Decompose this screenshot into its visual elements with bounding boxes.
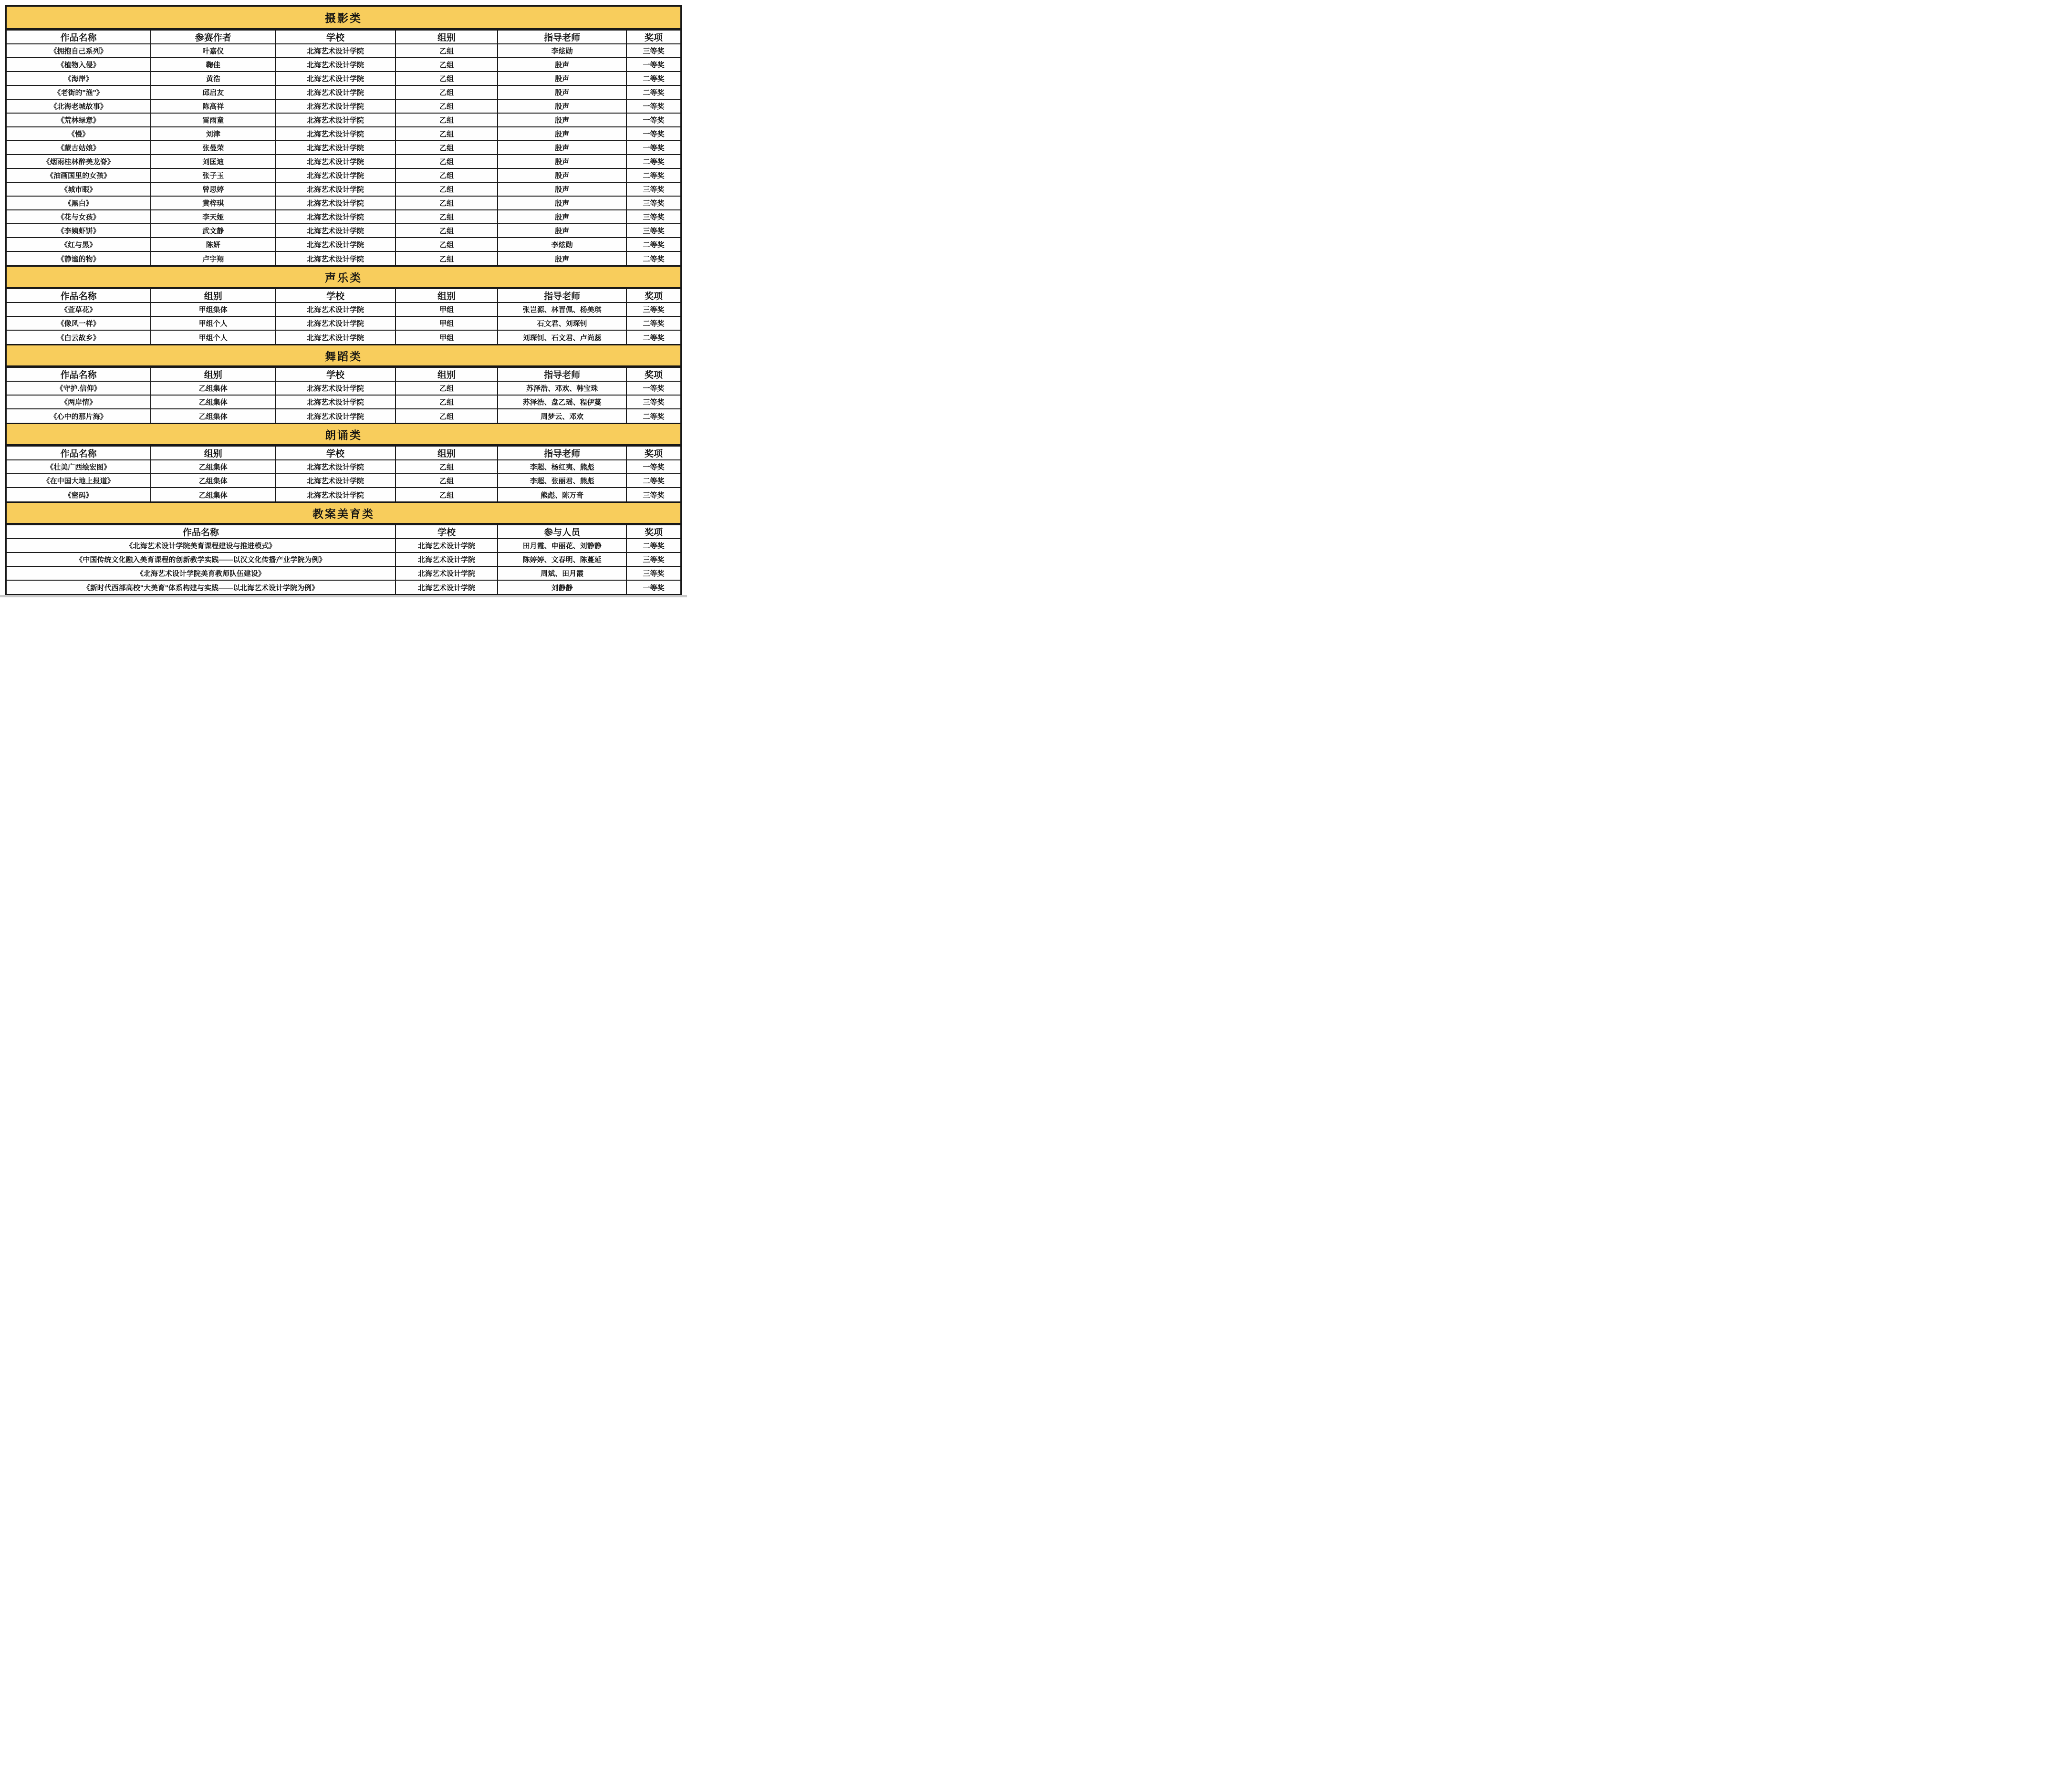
- cell: 北海艺术设计学院: [275, 99, 395, 113]
- section-table: [7, 524, 680, 594]
- cell: 殷声: [498, 168, 626, 182]
- column-header: 组别: [396, 446, 498, 460]
- cell: 乙组: [396, 460, 498, 474]
- cell: 甲组: [396, 330, 498, 344]
- cell: 殷声: [498, 224, 626, 238]
- cell: 北海艺术设计学院: [275, 210, 395, 224]
- cell: 殷声: [498, 85, 626, 99]
- section-band-title: 教案美育类: [7, 501, 680, 524]
- cell: 雷雨童: [151, 113, 275, 127]
- table-row: [7, 210, 680, 224]
- cell: 李炫勋: [498, 44, 626, 58]
- cell: 《在中国大地上报道》: [7, 474, 151, 488]
- cell: 甲组个人: [151, 330, 275, 344]
- header-row: [7, 446, 680, 460]
- cell: 邱启友: [151, 85, 275, 99]
- column-header: 作品名称: [7, 446, 151, 460]
- section-table: [7, 367, 680, 423]
- cell: 石文君、刘琛钊: [498, 316, 626, 330]
- cell: 甲组: [396, 316, 498, 330]
- cell: 《植物入侵》: [7, 58, 151, 72]
- cell: 乙组集体: [151, 395, 275, 409]
- cell: 二等奖: [626, 168, 680, 182]
- table-row: [7, 224, 680, 238]
- cell: 陈妍: [151, 238, 275, 251]
- column-header: 作品名称: [7, 289, 151, 302]
- cell: 黄梓琪: [151, 196, 275, 210]
- cell: 二等奖: [626, 155, 680, 168]
- cell: 乙组: [396, 127, 498, 141]
- table-row: [7, 58, 680, 72]
- cell: 殷声: [498, 210, 626, 224]
- cell: 乙组: [396, 113, 498, 127]
- column-header: 作品名称: [7, 525, 396, 539]
- cell: 殷声: [498, 251, 626, 265]
- table-row: [7, 141, 680, 155]
- section: [7, 501, 680, 594]
- column-header: 组别: [396, 30, 498, 44]
- column-header: 指导老师: [498, 446, 626, 460]
- cell: 三等奖: [626, 196, 680, 210]
- table-row: [7, 552, 680, 566]
- cell: 北海艺术设计学院: [275, 44, 395, 58]
- header-row: [7, 30, 680, 44]
- cell: 一等奖: [626, 580, 680, 594]
- cell: 曾思婷: [151, 182, 275, 196]
- cell: 武文静: [151, 224, 275, 238]
- cell: 《心中的那片海》: [7, 409, 151, 423]
- cell: 《萱草花》: [7, 302, 151, 316]
- section-band-title: 声乐类: [7, 265, 680, 288]
- cell: 北海艺术设计学院: [275, 474, 395, 488]
- column-header: 指导老师: [498, 289, 626, 302]
- cell: 北海艺术设计学院: [275, 460, 395, 474]
- cell: 《慢》: [7, 127, 151, 141]
- section: [7, 265, 680, 344]
- cell: 三等奖: [626, 552, 680, 566]
- cell: 《密码》: [7, 488, 151, 501]
- cell: 三等奖: [626, 224, 680, 238]
- column-header: 组别: [396, 367, 498, 381]
- cell: 刘津: [151, 127, 275, 141]
- cell: 乙组: [396, 58, 498, 72]
- cell: 乙组: [396, 44, 498, 58]
- cell: 北海艺术设计学院: [275, 72, 395, 85]
- cell: 北海艺术设计学院: [275, 488, 395, 501]
- column-header: 学校: [275, 367, 395, 381]
- table-row: [7, 99, 680, 113]
- cell: 殷声: [498, 141, 626, 155]
- cell: 二等奖: [626, 330, 680, 344]
- cell: 乙组: [396, 196, 498, 210]
- cell: 乙组: [396, 168, 498, 182]
- cell: 田月霞、申丽花、刘静静: [498, 539, 626, 552]
- cell: 北海艺术设计学院: [275, 113, 395, 127]
- column-header: 组别: [396, 289, 498, 302]
- table-row: [7, 168, 680, 182]
- cell: 《蒙古姑娘》: [7, 141, 151, 155]
- cell: 周梦云、邓欢: [498, 409, 626, 423]
- section: [7, 344, 680, 423]
- cell: 北海艺术设计学院: [275, 141, 395, 155]
- cell: 三等奖: [626, 302, 680, 316]
- column-header: 指导老师: [498, 367, 626, 381]
- cell: 甲组: [396, 302, 498, 316]
- cell: 二等奖: [626, 409, 680, 423]
- bottom-gray-strip: [0, 595, 687, 597]
- cell: 苏泽浩、邓欢、韩宝珠: [498, 381, 626, 395]
- cell: 甲组个人: [151, 316, 275, 330]
- table-row: [7, 72, 680, 85]
- cell: 三等奖: [626, 182, 680, 196]
- cell: 一等奖: [626, 58, 680, 72]
- cell: 北海艺术设计学院: [396, 580, 498, 594]
- cell: 一等奖: [626, 141, 680, 155]
- cell: 殷声: [498, 58, 626, 72]
- cell: 刘匡迪: [151, 155, 275, 168]
- cell: 北海艺术设计学院: [275, 302, 395, 316]
- cell: 张子玉: [151, 168, 275, 182]
- cell: 《北海艺术设计学院美育课程建设与推进模式》: [7, 539, 396, 552]
- cell: 二等奖: [626, 251, 680, 265]
- cell: 《城市眼》: [7, 182, 151, 196]
- column-header: 组别: [151, 289, 275, 302]
- table-row: [7, 539, 680, 552]
- cell: 二等奖: [626, 72, 680, 85]
- cell: 《静谧的物》: [7, 251, 151, 265]
- cell: 乙组: [396, 474, 498, 488]
- cell: 苏泽浩、盘乙瑶、程伊蔓: [498, 395, 626, 409]
- cell: 黄浩: [151, 72, 275, 85]
- cell: 殷声: [498, 155, 626, 168]
- cell: 北海艺术设计学院: [275, 316, 395, 330]
- cell: 北海艺术设计学院: [396, 566, 498, 580]
- column-header: 奖项: [626, 289, 680, 302]
- cell: 北海艺术设计学院: [275, 409, 395, 423]
- table-row: [7, 196, 680, 210]
- cell: 乙组: [396, 72, 498, 85]
- cell: 北海艺术设计学院: [275, 182, 395, 196]
- cell: 李天娅: [151, 210, 275, 224]
- cell: 三等奖: [626, 566, 680, 580]
- cell: 《北海老城故事》: [7, 99, 151, 113]
- column-header: 参赛作者: [151, 30, 275, 44]
- cell: 北海艺术设计学院: [396, 539, 498, 552]
- cell: 一等奖: [626, 99, 680, 113]
- cell: 乙组: [396, 224, 498, 238]
- cell: 一等奖: [626, 381, 680, 395]
- cell: 一等奖: [626, 460, 680, 474]
- cell: 乙组: [396, 251, 498, 265]
- column-header: 奖项: [626, 525, 680, 539]
- table-row: [7, 316, 680, 330]
- table-row: [7, 302, 680, 316]
- cell: 乙组: [396, 409, 498, 423]
- table-row: [7, 85, 680, 99]
- column-header: 作品名称: [7, 30, 151, 44]
- cell: 李超、杨红夷、熊彪: [498, 460, 626, 474]
- header-row: [7, 367, 680, 381]
- table-row: [7, 44, 680, 58]
- cell: 叶嘉仪: [151, 44, 275, 58]
- cell: 《烟雨桂林醉美龙脊》: [7, 155, 151, 168]
- cell: 张岂源、林晋佩、杨美琪: [498, 302, 626, 316]
- column-header: 学校: [275, 289, 395, 302]
- table-row: [7, 127, 680, 141]
- cell: 《北海艺术设计学院美育教师队伍建设》: [7, 566, 396, 580]
- cell: 三等奖: [626, 44, 680, 58]
- cell: 乙组: [396, 381, 498, 395]
- cell: 三等奖: [626, 395, 680, 409]
- cell: 北海艺术设计学院: [275, 58, 395, 72]
- cell: 一等奖: [626, 127, 680, 141]
- cell: 北海艺术设计学院: [275, 224, 395, 238]
- column-header: 指导老师: [498, 30, 626, 44]
- header-row: [7, 289, 680, 302]
- cell: 北海艺术设计学院: [275, 251, 395, 265]
- cell: 二等奖: [626, 539, 680, 552]
- cell: 《老街的"渔"》: [7, 85, 151, 99]
- cell: 李炫勋: [498, 238, 626, 251]
- table-row: [7, 330, 680, 344]
- cell: 《两岸情》: [7, 395, 151, 409]
- cell: 乙组: [396, 141, 498, 155]
- cell: 北海艺术设计学院: [275, 330, 395, 344]
- cell: 卢宇翔: [151, 251, 275, 265]
- table-row: [7, 580, 680, 594]
- section-band-title: 朗诵类: [7, 423, 680, 446]
- cell: 北海艺术设计学院: [275, 168, 395, 182]
- cell: 乙组: [396, 238, 498, 251]
- section-table: [7, 30, 680, 265]
- table-row: [7, 113, 680, 127]
- cell: 《红与黑》: [7, 238, 151, 251]
- cell: 二等奖: [626, 85, 680, 99]
- cell: 北海艺术设计学院: [275, 85, 395, 99]
- section-table: [7, 446, 680, 501]
- cell: 殷声: [498, 127, 626, 141]
- cell: 《新时代西部高校"大美育"体系构建与实践——以北海艺术设计学院为例》: [7, 580, 396, 594]
- cell: 二等奖: [626, 474, 680, 488]
- cell: 乙组集体: [151, 474, 275, 488]
- cell: 北海艺术设计学院: [396, 552, 498, 566]
- cell: 北海艺术设计学院: [275, 395, 395, 409]
- cell: 《李姨虾饼》: [7, 224, 151, 238]
- cell: 《白云故乡》: [7, 330, 151, 344]
- column-header: 奖项: [626, 446, 680, 460]
- cell: 乙组: [396, 155, 498, 168]
- cell: 乙组: [396, 85, 498, 99]
- column-header: 奖项: [626, 367, 680, 381]
- section: [7, 7, 680, 265]
- column-header: 组别: [151, 446, 275, 460]
- cell: 三等奖: [626, 488, 680, 501]
- cell: 甲组集体: [151, 302, 275, 316]
- cell: 乙组: [396, 395, 498, 409]
- cell: 《守护.信仰》: [7, 381, 151, 395]
- cell: 殷声: [498, 113, 626, 127]
- section-band-title: 摄影类: [7, 7, 680, 30]
- cell: 殷声: [498, 99, 626, 113]
- column-header: 学校: [396, 525, 498, 539]
- column-header: 奖项: [626, 30, 680, 44]
- cell: 殷声: [498, 196, 626, 210]
- cell: 张曼荣: [151, 141, 275, 155]
- cell: 《油画国里的女孩》: [7, 168, 151, 182]
- cell: 北海艺术设计学院: [275, 196, 395, 210]
- column-header: 组别: [151, 367, 275, 381]
- column-header: 学校: [275, 30, 395, 44]
- cell: 北海艺术设计学院: [275, 238, 395, 251]
- cell: 《荒林绿意》: [7, 113, 151, 127]
- cell: 乙组集体: [151, 460, 275, 474]
- cell: 《拥抱自己系列》: [7, 44, 151, 58]
- cell: 《海岸》: [7, 72, 151, 85]
- table-row: [7, 409, 680, 423]
- cell: 北海艺术设计学院: [275, 127, 395, 141]
- cell: 殷声: [498, 182, 626, 196]
- awards-table: [5, 5, 682, 596]
- cell: 李超、张丽君、熊彪: [498, 474, 626, 488]
- cell: 刘静静: [498, 580, 626, 594]
- cell: 《花与女孩》: [7, 210, 151, 224]
- column-header: 学校: [275, 446, 395, 460]
- cell: 陈高祥: [151, 99, 275, 113]
- column-header: 参与人员: [498, 525, 626, 539]
- cell: 熊彪、陈万奇: [498, 488, 626, 501]
- table-row: [7, 182, 680, 196]
- cell: 乙组: [396, 488, 498, 501]
- cell: 陈婷婷、文春明、陈蔓延: [498, 552, 626, 566]
- column-header: 作品名称: [7, 367, 151, 381]
- cell: 鞠佳: [151, 58, 275, 72]
- cell: 《中国传统文化融入美育课程的创新教学实践——以汉文化传播产业学院为例》: [7, 552, 396, 566]
- cell: 乙组集体: [151, 381, 275, 395]
- cell: 殷声: [498, 72, 626, 85]
- cell: 乙组集体: [151, 488, 275, 501]
- cell: 北海艺术设计学院: [275, 155, 395, 168]
- table-row: [7, 488, 680, 501]
- table-row: [7, 238, 680, 251]
- table-row: [7, 251, 680, 265]
- cell: 三等奖: [626, 210, 680, 224]
- cell: 乙组: [396, 182, 498, 196]
- cell: 乙组集体: [151, 409, 275, 423]
- table-row: [7, 566, 680, 580]
- table-row: [7, 395, 680, 409]
- cell: 《黑白》: [7, 196, 151, 210]
- cell: 二等奖: [626, 238, 680, 251]
- cell: 乙组: [396, 99, 498, 113]
- table-row: [7, 474, 680, 488]
- table-row: [7, 381, 680, 395]
- cell: 北海艺术设计学院: [275, 381, 395, 395]
- cell: 二等奖: [626, 316, 680, 330]
- table-row: [7, 155, 680, 168]
- cell: 周斌、田月霞: [498, 566, 626, 580]
- cell: 《壮美广西绘宏图》: [7, 460, 151, 474]
- cell: 刘琛钊、石文君、卢尚蕊: [498, 330, 626, 344]
- table-row: [7, 460, 680, 474]
- section: [7, 423, 680, 501]
- header-row: [7, 525, 680, 539]
- cell: 《像风一样》: [7, 316, 151, 330]
- cell: 乙组: [396, 210, 498, 224]
- cell: 一等奖: [626, 113, 680, 127]
- section-table: [7, 288, 680, 344]
- section-band-title: 舞蹈类: [7, 344, 680, 367]
